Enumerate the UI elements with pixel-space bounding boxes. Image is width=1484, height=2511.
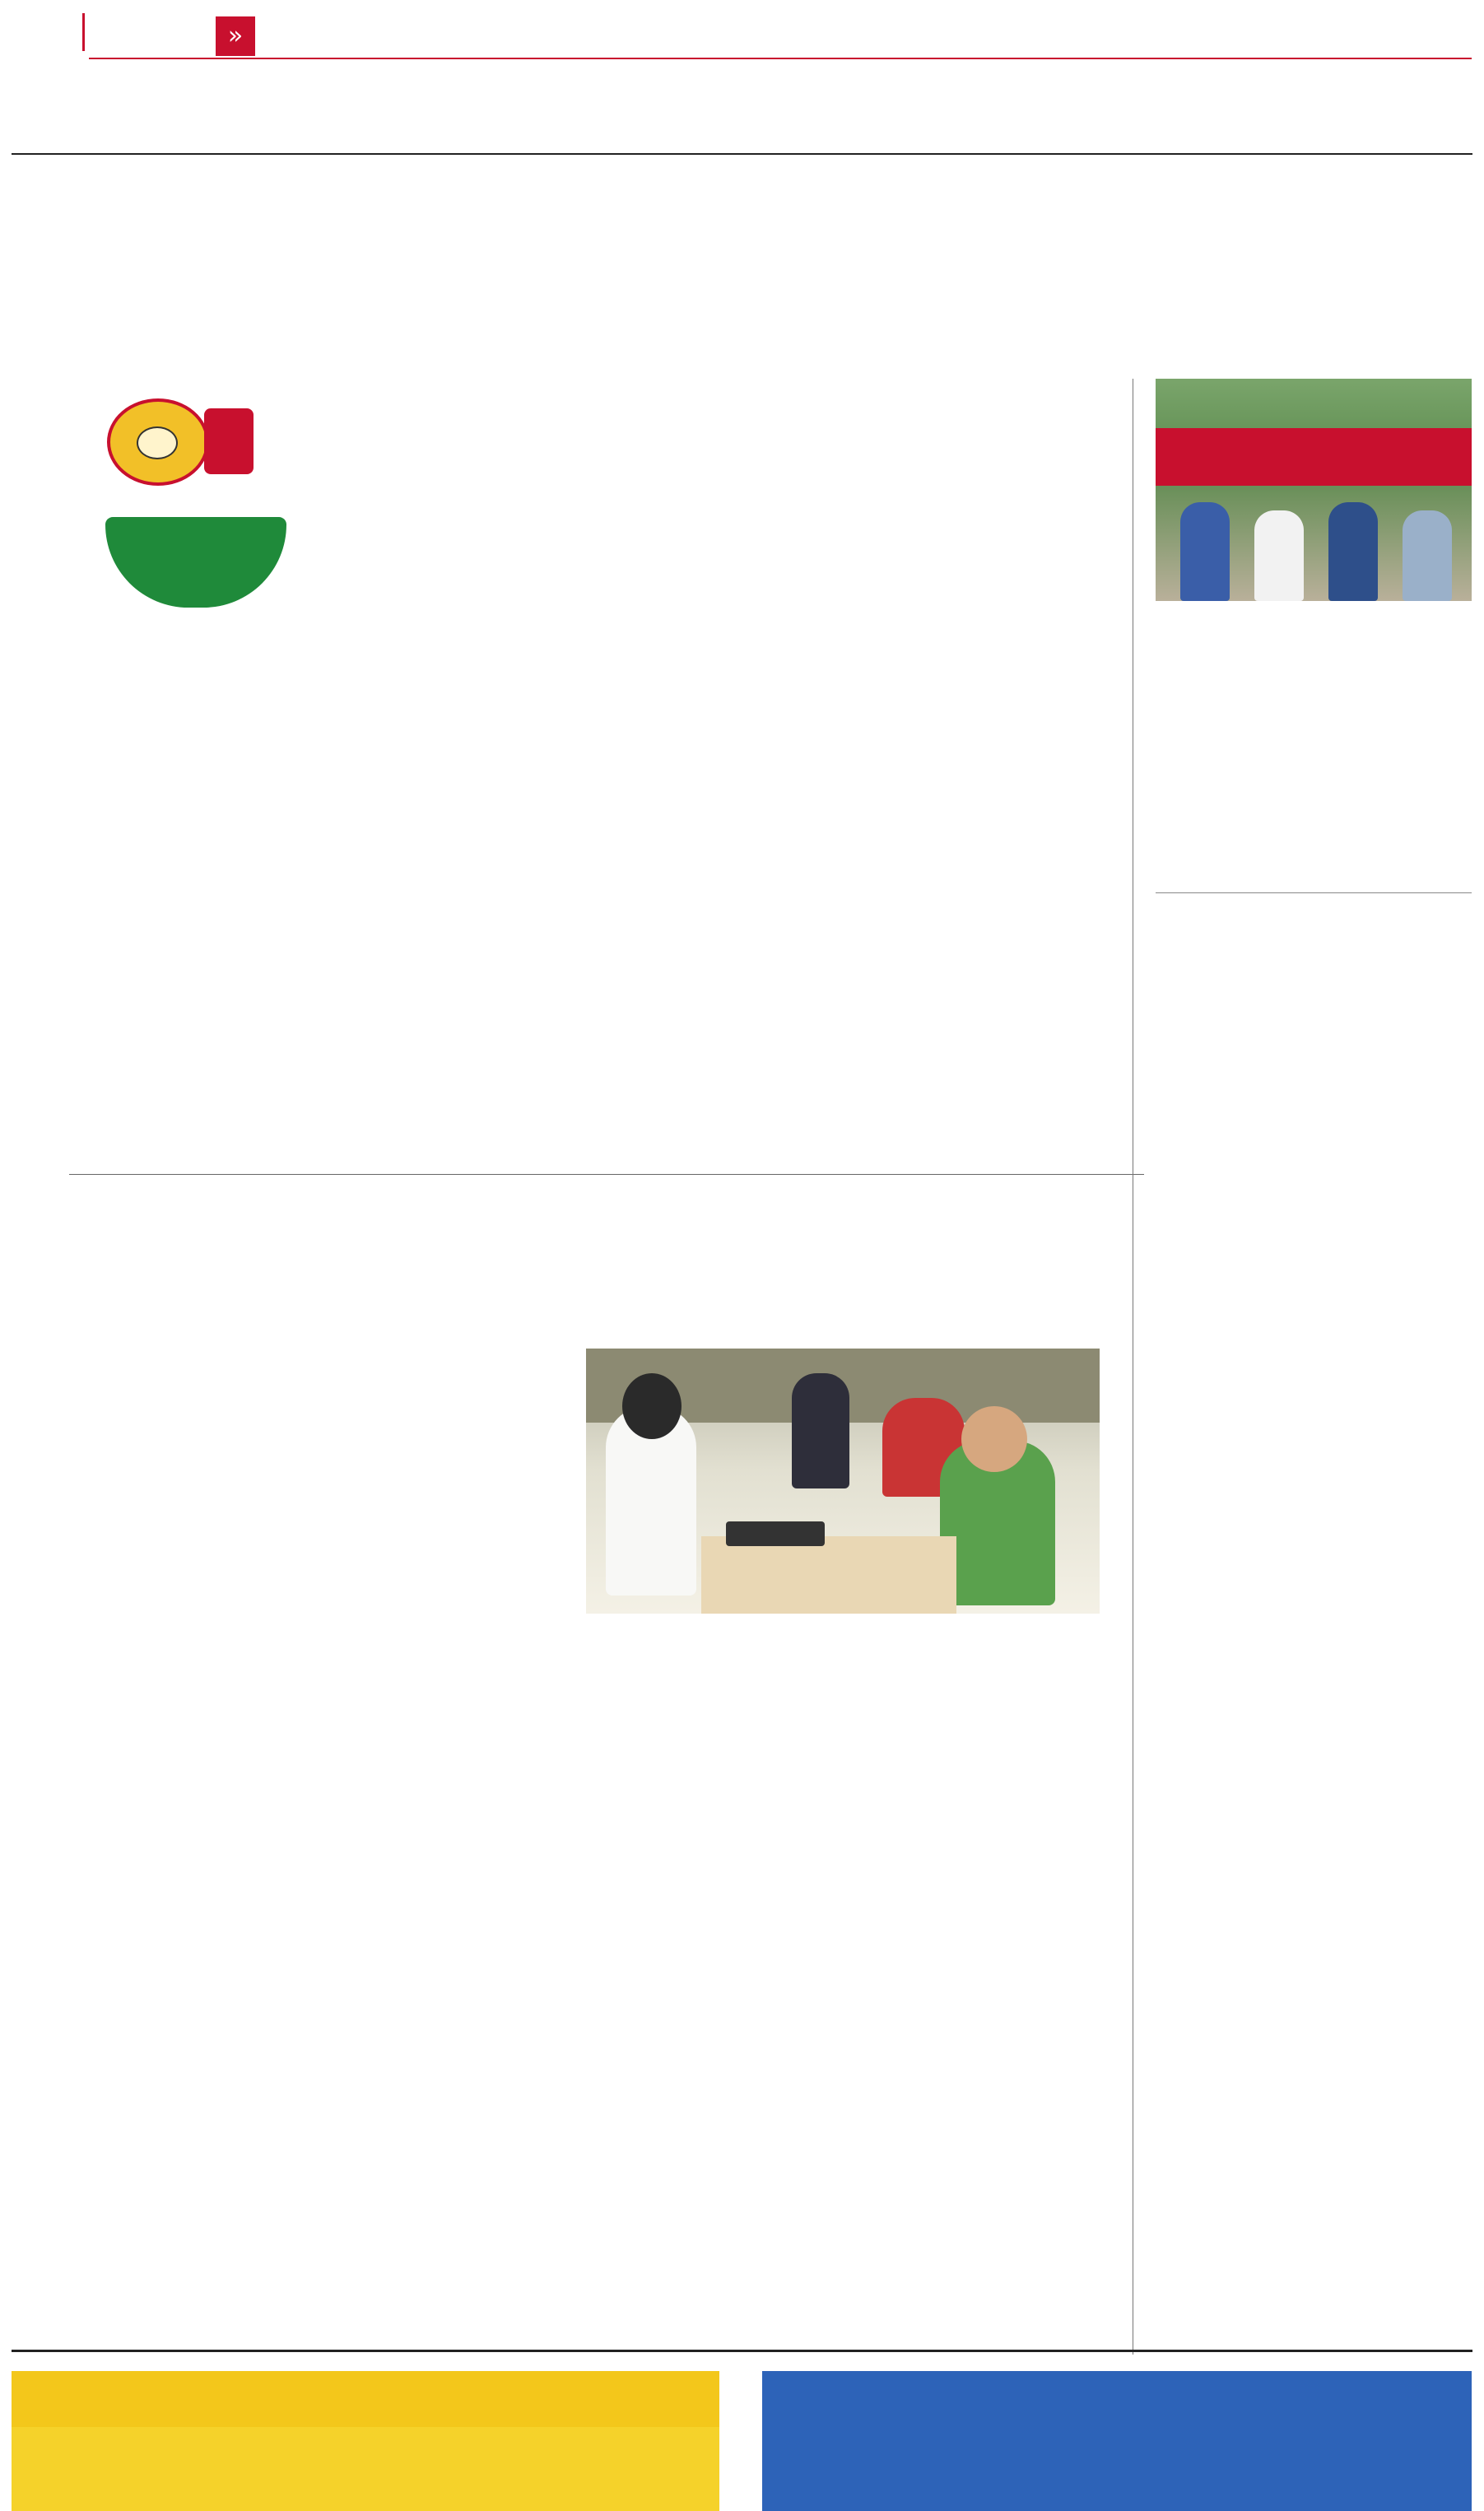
top-rule	[12, 153, 1472, 155]
photo-device	[726, 1521, 825, 1546]
right-sec1-text	[1156, 677, 1470, 874]
section1-col-1	[323, 454, 561, 622]
section3-col-2	[583, 932, 821, 1158]
story-divider	[69, 1174, 1144, 1175]
section3-col-1	[323, 932, 561, 1158]
logo-seal	[204, 408, 254, 474]
right-divider	[1156, 892, 1472, 893]
section3-col-3	[856, 932, 1095, 1158]
ad-nasal-ointment	[12, 2371, 719, 2511]
section2-col-2	[583, 695, 821, 886]
stomach-col-3	[591, 1673, 830, 2323]
header-rule	[89, 58, 1472, 59]
ads-rule	[12, 2350, 1472, 2352]
photo-figure-head	[622, 1373, 682, 1439]
chevron-icon: »	[216, 16, 255, 56]
header-divider	[82, 13, 85, 51]
header-meta	[280, 20, 314, 36]
photo-person-3	[1328, 502, 1378, 601]
stomach-photo	[586, 1349, 1100, 1614]
ad-housekeeping	[762, 2371, 1472, 2511]
photo-person-4	[1403, 510, 1452, 601]
column-logo	[99, 394, 293, 616]
stomach-col-1	[71, 1349, 296, 2318]
stomach-col-2	[323, 1349, 561, 2318]
photo-banner	[1156, 428, 1472, 486]
photo-desk	[701, 1536, 956, 1614]
right-photo	[1156, 379, 1472, 601]
photo-person-1	[1180, 502, 1230, 601]
ad1-mid-band	[12, 2427, 719, 2511]
photo-person-2	[1254, 510, 1304, 601]
section1-col-3	[856, 454, 1095, 622]
photo-figure-bg	[792, 1373, 849, 1488]
section1-col-2	[583, 454, 821, 622]
lead-text	[69, 647, 285, 654]
right-sec2-text	[1156, 965, 1470, 2323]
section2-col-3	[856, 695, 1095, 886]
stomach-col-4	[856, 1673, 1095, 2323]
ad1-top-band	[12, 2371, 719, 2427]
photo-figure-face	[961, 1406, 1027, 1472]
logo-bowl	[105, 517, 286, 608]
mascot-face	[137, 426, 178, 459]
section2-col-1	[323, 695, 561, 886]
